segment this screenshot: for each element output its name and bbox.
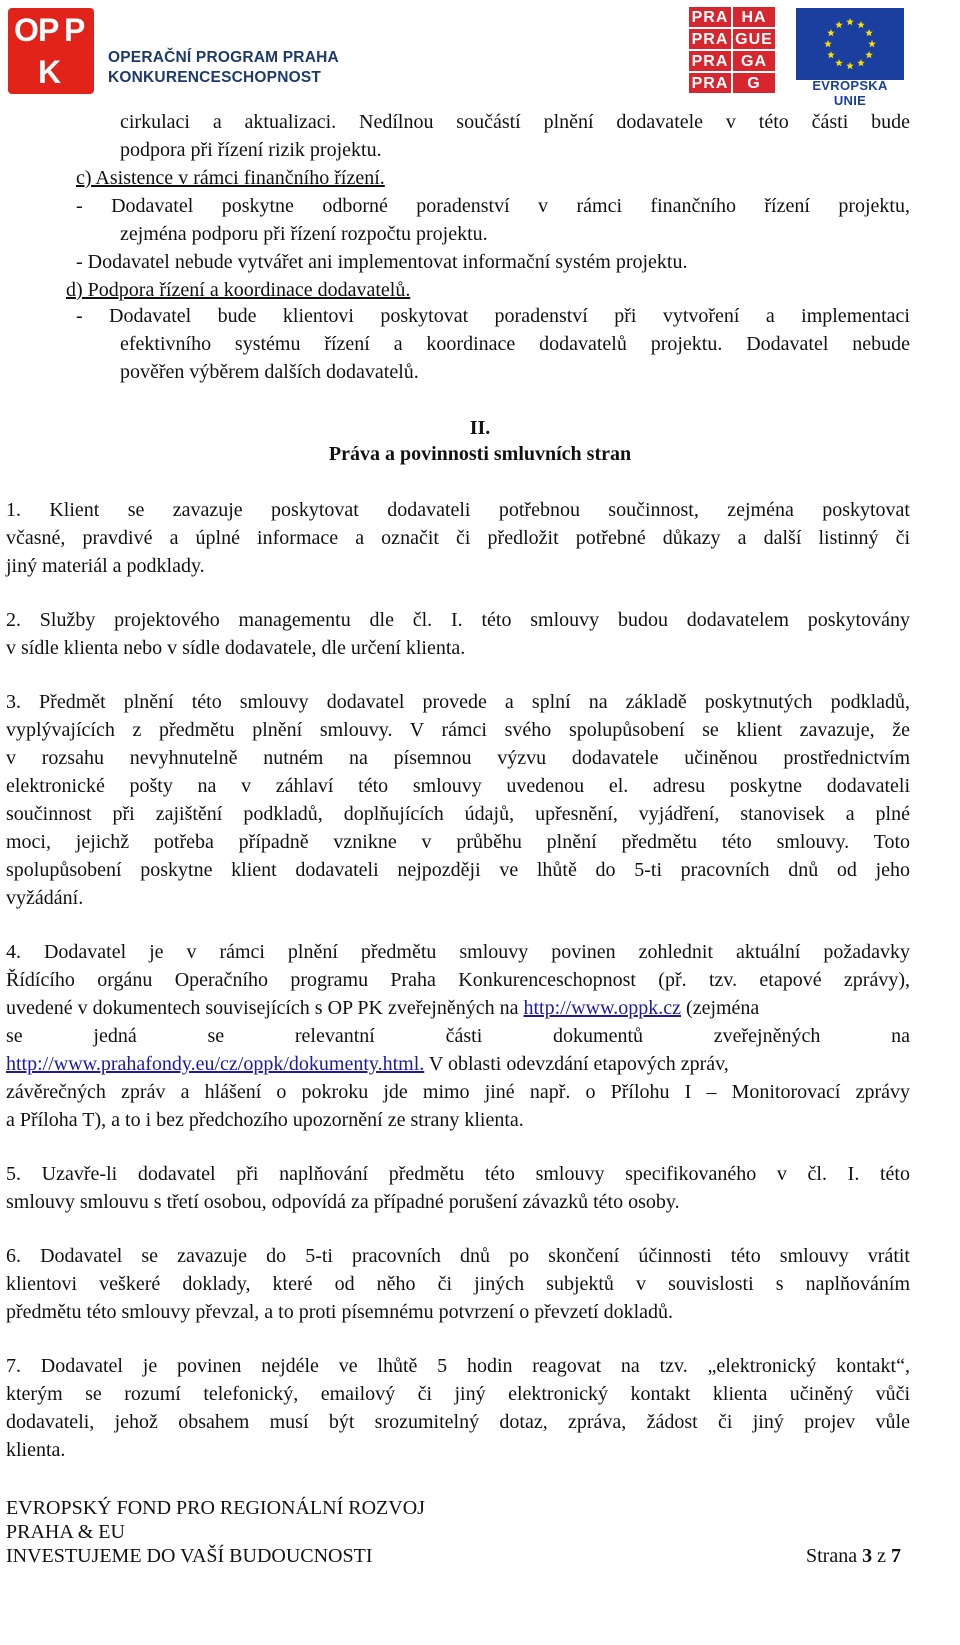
page-current: 3 [862,1545,873,1567]
paragraph-3-line: 3. Předmět plnění této smlouvy dodavatel provede a splní na základě poskytnutých podkladů, [6,691,910,713]
eu-caption: EVROPSKÁ UNIE [812,78,888,108]
praha-cell: G [732,72,776,94]
praha-cell: PRA [688,6,732,28]
paragraph-1-line: jiný materiál a podklady. [6,555,205,577]
eu-star-icon [827,29,835,36]
paragraph-6-line: 6. Dodavatel se zavazuje do 5-ti pracovních dnů po skončení účinnosti této smlouvy vrátit [6,1245,910,1267]
paragraph-3-line: elektronické pošty na v záhlaví této smlouvy uvedenou el. adresu poskytne dodavateli [6,775,910,797]
text-line: cirkulaci a aktualizaci. Nedílnou součástí plnění dodavatele v této části bude [120,111,910,133]
text-fragment: uvedené v dokumentech souvisejících s OP PK zveřejněných na [6,997,524,1019]
paragraph-4-line: 4. Dodavatel je v rámci plnění předmětu smlouvy povinen zohlednit aktuální požadavky [6,941,910,963]
text-line: podpora při řízení rizik projektu. [120,139,382,161]
paragraph-4-line: a Příloha T), a to i bez předchozího upozornění ze strany klienta. [6,1109,524,1131]
paragraph-4-line: Řídícího orgánu Operačního programu Praha Konkurenceschopnost (př. tzv. etapové zprávy), [6,969,910,991]
prahafondy-link[interactable]: http://www.prahafondy.eu/cz/oppk/dokumenty.html. [6,1053,425,1075]
text-fragment: V oblasti odevzdání etapových zpráv, [424,1053,729,1075]
paragraph-5-line: 5. Uzavře-li dodavatel při naplňování předmětu této smlouvy specifikovaného v čl. I. této [6,1163,910,1185]
page-separator: z [877,1545,886,1567]
subsection-d-heading: d) Podpora řízení a koordinace dodavatelů. [66,279,411,301]
oppk-link[interactable]: http://www.oppk.cz [523,997,682,1019]
paragraph-4-line [6,1050,729,1078]
bullet-line: - Dodavatel poskytne odborné poradenství v rámci finančního řízení projektu, [76,195,910,217]
praha-cell: HA [732,6,776,28]
praha-cell: PRA [688,50,732,72]
page-number [806,1544,901,1568]
page-total: 7 [890,1545,901,1567]
text-fragment: (zejména [681,997,760,1019]
footer-line-3: INVESTUJEME DO VAŠÍ BUDOUCNOSTI [6,1545,373,1567]
praha-logo [688,6,776,94]
bullet-line: zejména podporu při řízení rozpočtu projektu. [120,223,488,245]
eu-star-icon [827,51,835,58]
eu-star-icon [846,62,854,69]
paragraph-6-line: předmětu této smlouvy převzal, a to proti písemnému potvrzení o převzetí dokladů. [6,1301,674,1323]
bullet-line: efektivního systému řízení a koordinace dodavatelů projektu. Dodavatel nebude [120,333,910,355]
paragraph-4-line [6,994,759,1022]
opp-letter-o: O [14,12,39,48]
paragraph-1-line: 1. Klient se zavazuje poskytovat dodavateli potřebnou součinnost, zejména poskytovat [6,499,910,521]
bullet-line: - Dodavatel nebude vytvářet ani implementovat informační systém projektu. [76,251,688,273]
opp-letter-p2: P [64,12,86,48]
paragraph-5-line: smlouvy smlouvu s třetí osobou, odpovídá za případné porušení závazků této osoby. [6,1191,680,1213]
section-title: Práva a povinnosti smluvních stran [328,443,632,465]
subsection-c-heading: c) Asistence v rámci finančního řízení. [76,167,385,189]
bullet-line: pověřen výběrem dalších dodavatelů. [120,361,419,383]
eu-star-icon [835,21,843,28]
praha-cell: PRA [688,72,732,94]
eu-star-icon [857,21,865,28]
paragraph-3-line: moci, jejichž potřeba případně vznikne v průběhu plnění předmětu této smlouvy. Toto [6,831,910,853]
eu-star-icon [846,18,854,25]
paragraph-4-line: se jedná se relevantní části dokumentů zveřejněných na [6,1025,910,1047]
eu-star-icon [857,59,865,66]
paragraph-2-line: 2. Služby projektového managementu dle čl. I. této smlouvy budou dodavatelem poskytovány [6,609,910,631]
page-label: Strana [806,1545,858,1567]
paragraph-3-line: spolupůsobení poskytne klient dodavateli nejpozději ve lhůtě do 5-ti pracovních dnů od jeho [6,859,910,881]
eu-flag-icon [796,8,904,80]
paragraph-7-line: dodavateli, jehož obsahem musí být srozumitelný dotaz, zpráva, žádost či jiný projev vůle [6,1411,910,1433]
opp-logo-mark [8,8,94,94]
eu-star-icon [865,29,873,36]
praha-cell: GUE [732,28,776,50]
paragraph-3-line: součinnost při zajištění podkladů, doplňujících údajů, upřesnění, vyjádření, stanovisek a plné [6,803,910,825]
paragraph-7-line: kterým se rozumí telefonický, emailový či jiný elektronický kontakt klienta učiněný vůči [6,1383,910,1405]
praha-cell: GA [732,50,776,72]
paragraph-4-line: závěrečných zpráv a hlášení o pokroku jde mimo jiné např. o Přílohu I – Monitorovací zprávy [6,1081,910,1103]
footer-line-1: EVROPSKÝ FOND PRO REGIONÁLNÍ ROZVOJ [6,1497,425,1519]
bullet-line: - Dodavatel bude klientovi poskytovat poradenství při vytvoření a implementaci [76,305,910,327]
opp-letter-k: K [38,54,62,90]
paragraph-2-line: v sídle klienta nebo v sídle dodavatele, dle určení klienta. [6,637,466,659]
paragraph-7-line: 7. Dodavatel je povinen nejdéle ve lhůtě 5 hodin reagovat na tzv. „elektronický kontakt“, [6,1355,910,1377]
paragraph-7-line: klienta. [6,1439,66,1461]
opp-name-line1: OPERAČNÍ PROGRAM PRAHA [108,49,339,66]
eu-star-icon [824,40,832,47]
footer-line-2: PRAHA & EU [6,1521,125,1543]
paragraph-3-line: vyplývajících z předmětu plnění smlouvy. V rámci svého spolupůsobení se klient zavazuje, že [6,719,910,741]
eu-star-icon [835,59,843,66]
eu-star-icon [865,51,873,58]
section-number: II. [469,417,491,439]
paragraph-3-line: v rozsahu nevyhnutelně nutném na písemnou výzvu dodavatele učiněnou prostřednictvím [6,747,910,769]
opp-letter-p1: P [38,12,60,48]
opp-program-name [108,48,339,88]
opp-name-line2: KONKURENCESCHOPNOST [108,69,322,86]
paragraph-6-line: klientovi veškeré doklady, které od něho či jiných subjektů v souvislosti s naplňováním [6,1273,910,1295]
paragraph-3-line: vyžádání. [6,887,84,909]
eu-star-icon [868,40,876,47]
paragraph-1-line: včasné, pravdivé a úplné informace a označit či předložit potřebné důkazy a další listinný či [6,527,910,549]
praha-cell: PRA [688,28,732,50]
eu-stars-icon [796,8,904,80]
